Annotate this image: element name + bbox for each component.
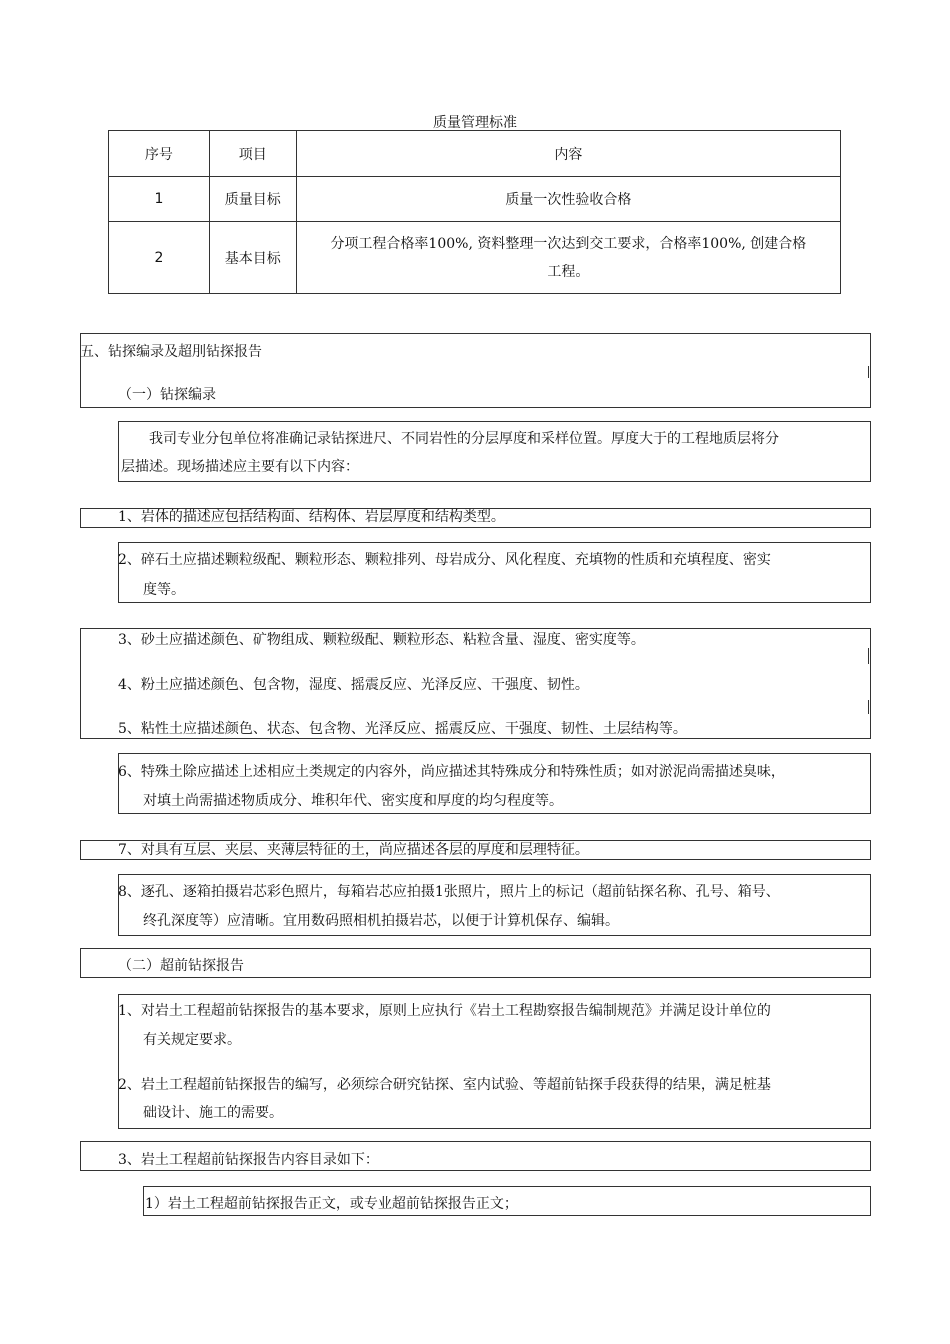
- row-content-text: 质量一次性验收合格: [505, 192, 632, 208]
- subsection-title: （二）超前钻探报告: [118, 958, 244, 974]
- box-edge-mark: [80, 648, 81, 664]
- list-item: 1、岩体的描述应包括结构面、结构体、岩层厚度和结构类型。: [118, 509, 505, 525]
- row-item: 质量目标: [209, 177, 296, 222]
- list-item: 3、砂土应描述颜色、矿物组成、颗粒级配、颗粒形态、粘粒含量、湿度、密实度等。: [118, 632, 645, 648]
- list-item: 8、逐孔、逐箱拍摄岩芯彩色照片，每箱岩芯应拍摄1张照片，照片上的标记（超前钻探名称、孔号、箱号、: [118, 884, 780, 900]
- list-item: 1）岩土工程超前钻探报告正文，或专业超前钻探报告正文；: [145, 1196, 518, 1212]
- list-item: 2、岩土工程超前钻探报告的编写，必须综合研究钻探、室内试验、等超前钻探手段获得的结果，满足桩基: [118, 1077, 771, 1093]
- table-row: [109, 177, 841, 222]
- row-content: [296, 177, 840, 222]
- box-edge-mark: [868, 700, 869, 714]
- intro-line: 我司专业分包单位将准确记录钻探进尺、不同岩性的分层厚度和采样位置。厚度大于的工程地质层将分: [149, 431, 779, 447]
- quality-standard-table: [108, 130, 841, 294]
- row-no: 1: [109, 177, 210, 222]
- section-heading: 五、钻探编录及超刖钻探报告: [80, 344, 262, 360]
- intro-line: 层描述。现场描述应主要有以下内容：: [121, 459, 359, 475]
- list-item: 7、对具有互层、夹层、夹薄层特征的土，尚应描述各层的厚度和层理特征。: [118, 842, 589, 858]
- header-no: 序号: [109, 131, 210, 177]
- list-item: 3、岩土工程超前钻探报告内容目录如下：: [118, 1152, 379, 1168]
- box-edge-mark: [868, 648, 869, 664]
- box-edge-mark: [868, 366, 869, 378]
- list-item-cont: 对填土尚需描述物质成分、堆积年代、密实度和厚度的均匀程度等。: [143, 793, 563, 809]
- subsection-title: （一）钻探编录: [118, 387, 216, 403]
- list-item-cont: 有关规定要求。: [143, 1032, 241, 1048]
- list-item: 4、粉土应描述颜色、包含物，湿度、摇震反应、光泽反应、干强度、韧性。: [118, 677, 589, 693]
- list-item: 1、对岩土工程超前钻探报告的基本要求，原则上应执行《岩土工程勘察报告编制规范》并满足设计单位的: [118, 1003, 771, 1019]
- table-row: [109, 222, 841, 294]
- box-edge-mark: [80, 700, 81, 714]
- header-item: 项目: [209, 131, 296, 177]
- list-item: 6、特殊土除应描述上述相应土类规定的内容外，尚应描述其特殊成分和特殊性质；如对淤泥尚需描述臭味，: [118, 764, 785, 780]
- list-item-cont: 础设计、施工的需要。: [143, 1105, 283, 1121]
- list-item: 2、碎石土应描述颗粒级配、颗粒形态、颗粒排列、母岩成分、风化程度、充填物的性质和充填程度、密实: [118, 552, 771, 568]
- row-content: [296, 222, 840, 294]
- table-header-row: [109, 131, 841, 177]
- list-item-cont: 终孔深度等）应清晰。宜用数码照相机拍摄岩芯，以便于计算机保存、编辑。: [143, 913, 619, 929]
- row-no: 2: [109, 222, 210, 294]
- row-item: 基本目标: [209, 222, 296, 294]
- row-content-line: 工程。: [547, 263, 590, 280]
- table-title: 质量管理标准: [433, 115, 517, 131]
- header-content: 内容: [296, 131, 840, 177]
- list-item-cont: 度等。: [143, 582, 185, 598]
- list-item: 5、粘性土应描述颜色、状态、包含物、光泽反应、摇震反应、干强度、韧性、土层结构等。: [118, 721, 687, 737]
- row-content-line: 分项工程合格率100%, 资料整理一次达到交工要求，合格率100%, 创建合格: [330, 235, 807, 252]
